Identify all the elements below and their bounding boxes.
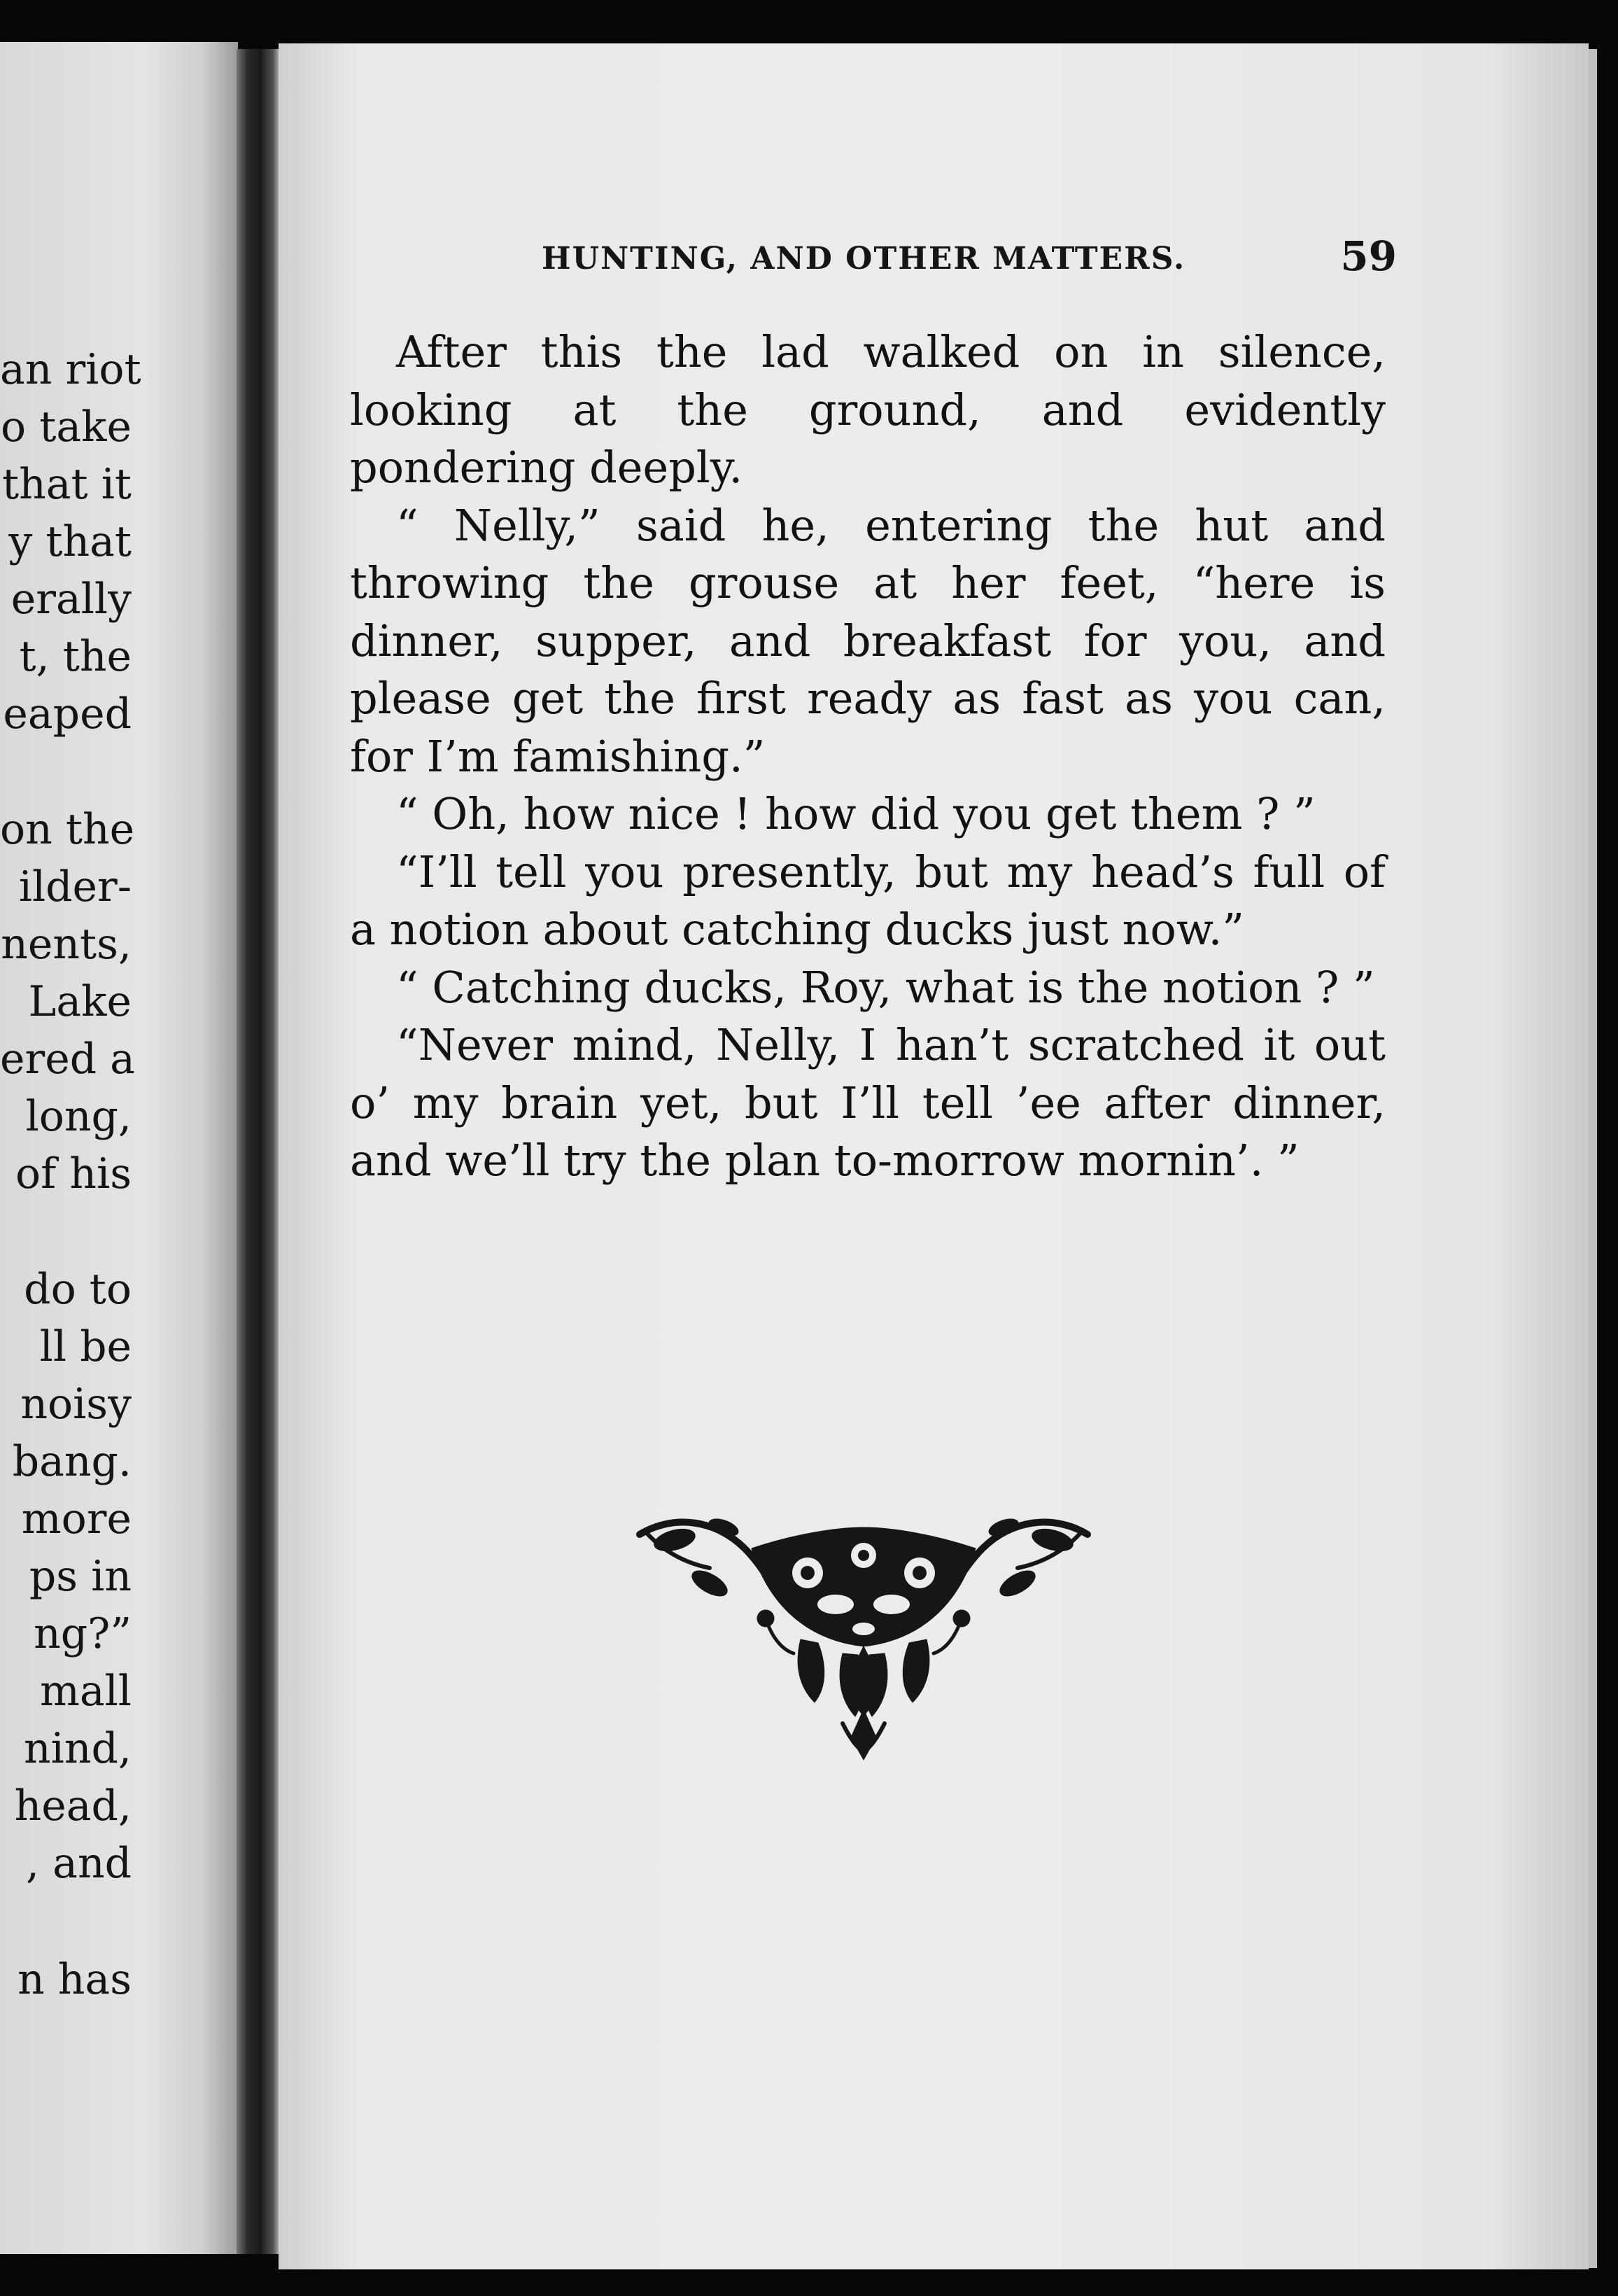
page-number: 59 <box>1340 232 1397 280</box>
left-line-19: noisy <box>20 1380 132 1429</box>
running-head: HUNTING, AND OTHER MATTERS. <box>542 241 1186 276</box>
paragraph: “ Catching ducks, Roy, what is the notion ? ” <box>396 961 1375 1013</box>
left-line-24: mall <box>39 1667 132 1716</box>
left-line-26: head, <box>14 1782 132 1830</box>
left-line-15: of his <box>15 1149 132 1198</box>
left-line-20: bang. <box>12 1437 132 1486</box>
left-line-2: o take <box>1 402 132 451</box>
paragraph: “I’ll tell you presently, but my head’s full of a notion about catching ducks just now.” <box>350 846 1386 955</box>
left-line-27: , and <box>26 1839 132 1888</box>
left-line-25: nind, <box>24 1724 132 1773</box>
left-line-11: nents, <box>1 920 132 969</box>
floral-tailpiece-icon <box>633 1506 1095 1765</box>
left-line-22: ps in <box>29 1552 132 1601</box>
left-line-6: t, the <box>19 632 132 681</box>
paragraph: “ Nelly,” said he, entering the hut and throwing the grouse at her feet, “here is dinner, supper, and breakfast for you, and please get the first ready as fast as you can, for I’m famishing.” <box>350 499 1386 782</box>
left-line-9: on the <box>0 805 135 854</box>
left-line-10: ilder- <box>18 862 132 911</box>
left-line-1: an riot <box>0 345 141 394</box>
left-line-7: eaped <box>3 690 132 738</box>
left-line-23: ng?” <box>34 1609 132 1658</box>
left-line-18: ll be <box>39 1322 132 1371</box>
body-text <box>350 323 1386 1190</box>
left-line-13: ered a <box>0 1035 135 1084</box>
left-line-17: do to <box>24 1265 132 1314</box>
left-line-29: n has <box>17 1955 132 2004</box>
page <box>279 43 1589 2269</box>
left-page-fragment <box>0 42 238 2254</box>
paragraph: “Never mind, Nelly, I han’t scratched it out o’ my brain yet, but I’ll tell ’ee after dinner, and we’ll try the plan to-morrow mornin’. ” <box>350 1019 1386 1186</box>
left-line-21: more <box>21 1494 132 1544</box>
left-line-14: long, <box>25 1092 132 1141</box>
paragraph: “ Oh, how nice ! how did you get them ? ” <box>396 788 1316 839</box>
page-edge <box>1587 49 1597 2268</box>
left-line-4: y that <box>8 517 132 566</box>
left-line-12: Lake <box>28 977 132 1026</box>
book-gutter <box>237 49 280 2254</box>
paragraph: After this the lad walked on in silence, looking at the ground, and evidently pondering deeply. <box>350 326 1386 493</box>
left-line-3: that it <box>1 460 132 509</box>
left-line-5: erally <box>10 575 132 624</box>
